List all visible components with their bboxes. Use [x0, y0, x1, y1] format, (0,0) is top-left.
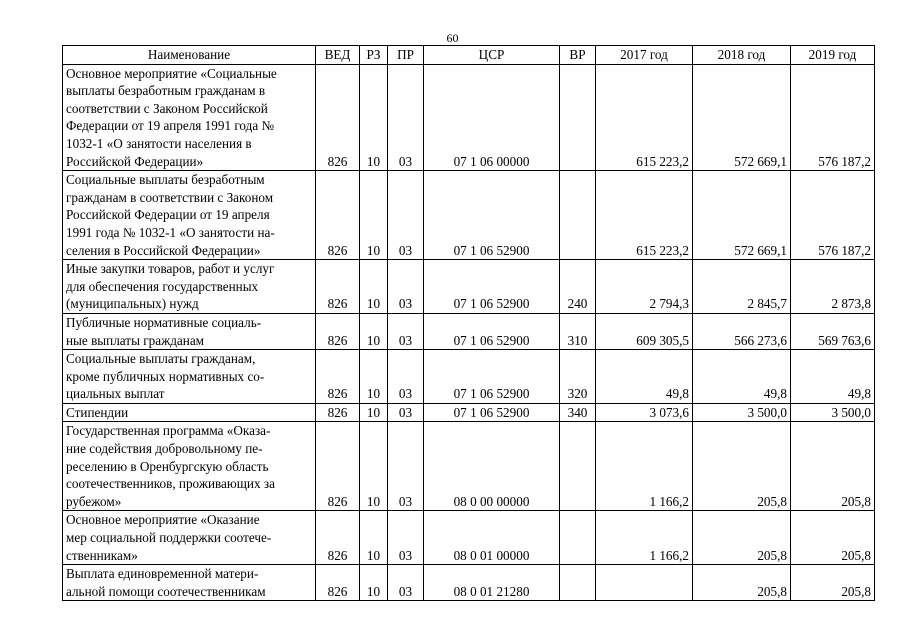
- name-line: Выплата единовременной матери-: [66, 566, 259, 582]
- cell-2019: 205,8: [791, 565, 875, 601]
- table-row: [63, 350, 875, 404]
- cell-name: [63, 403, 316, 422]
- cell-pr: 03: [388, 403, 424, 422]
- cell-name: [63, 565, 316, 601]
- cell-2017: 615 223,2: [596, 64, 693, 171]
- cell-2019: 205,8: [791, 511, 875, 565]
- name-line: Социальные выплаты безработным: [66, 172, 265, 188]
- cell-ved: 826: [316, 565, 360, 601]
- cell-csr: 07 1 06 52900: [424, 313, 560, 349]
- cell-name: [63, 422, 316, 511]
- cell-ved: 826: [316, 260, 360, 314]
- header-vr: ВР: [560, 46, 596, 65]
- name-line: селения в Российской Федерации»: [66, 242, 261, 258]
- name-line: мер социальной поддержки соотече-: [66, 530, 272, 546]
- cell-2019: 205,8: [791, 422, 875, 511]
- cell-name: [63, 171, 316, 260]
- cell-vr: [560, 171, 596, 260]
- cell-2018: 2 845,7: [693, 260, 791, 314]
- cell-2017: 609 305,5: [596, 313, 693, 349]
- cell-2017: 2 794,3: [596, 260, 693, 314]
- name-line: Стипендии: [66, 404, 129, 420]
- cell-pr: 03: [388, 511, 424, 565]
- cell-ved: 826: [316, 403, 360, 422]
- cell-rz: 10: [360, 260, 388, 314]
- name-line: соотечественников, проживающих за: [66, 476, 275, 492]
- cell-csr: 07 1 06 52900: [424, 403, 560, 422]
- cell-2017: 1 166,2: [596, 511, 693, 565]
- cell-vr: [560, 64, 596, 171]
- table-header-row: [63, 46, 875, 65]
- name-line: Государственная программа «Оказа-: [66, 423, 271, 439]
- cell-ved: 826: [316, 171, 360, 260]
- name-line: для обеспечения государственных: [66, 278, 259, 294]
- table-row: [63, 511, 875, 565]
- table-body: [63, 64, 875, 601]
- cell-vr: 320: [560, 350, 596, 404]
- table-row: [63, 403, 875, 422]
- cell-ved: 826: [316, 511, 360, 565]
- cell-pr: 03: [388, 260, 424, 314]
- cell-name: [63, 64, 316, 171]
- cell-name: [63, 260, 316, 314]
- cell-pr: 03: [388, 171, 424, 260]
- cell-2018: 205,8: [693, 565, 791, 601]
- cell-rz: 10: [360, 565, 388, 601]
- cell-2019: 576 187,2: [791, 171, 875, 260]
- name-line: альной помощи соотечественникам: [66, 583, 266, 599]
- name-line: соответствии с Законом Российской: [66, 100, 268, 116]
- name-line: Социальные выплаты гражданам,: [66, 351, 256, 367]
- cell-rz: 10: [360, 171, 388, 260]
- name-line: (муниципальных) нужд: [66, 296, 199, 312]
- cell-csr: 07 1 06 52900: [424, 171, 560, 260]
- cell-2017: 3 073,6: [596, 403, 693, 422]
- header-name: Наименование: [63, 46, 316, 65]
- name-line: циальных выплат: [66, 386, 165, 402]
- header-rz: РЗ: [360, 46, 388, 65]
- cell-rz: 10: [360, 422, 388, 511]
- cell-rz: 10: [360, 511, 388, 565]
- name-line: гражданам в соответствии с Законом: [66, 189, 274, 205]
- name-line: рубежом»: [66, 493, 122, 509]
- name-line: 1032-1 «О занятости населения в: [66, 135, 252, 151]
- cell-vr: 340: [560, 403, 596, 422]
- page-number: 60: [446, 31, 459, 45]
- name-line: 1991 года № 1032-1 «О занятости на-: [66, 224, 275, 240]
- cell-2017: 615 223,2: [596, 171, 693, 260]
- cell-csr: 08 0 01 21280: [424, 565, 560, 601]
- cell-rz: 10: [360, 403, 388, 422]
- header-ved: ВЕД: [316, 46, 360, 65]
- cell-pr: 03: [388, 350, 424, 404]
- cell-name: [63, 350, 316, 404]
- header-csr: ЦСР: [424, 46, 560, 65]
- name-line: кроме публичных нормативных со-: [66, 368, 265, 384]
- cell-2017: 1 166,2: [596, 422, 693, 511]
- name-line: ственникам»: [66, 547, 138, 563]
- cell-ved: 826: [316, 64, 360, 171]
- cell-name: [63, 313, 316, 349]
- cell-2017: [596, 565, 693, 601]
- cell-vr: 240: [560, 260, 596, 314]
- table-row: [63, 64, 875, 171]
- cell-vr: [560, 565, 596, 601]
- name-line: Российской Федерации от 19 апреля: [66, 207, 270, 223]
- header-2017: 2017 год: [596, 46, 693, 65]
- name-line: Основное мероприятие «Оказание: [66, 512, 260, 528]
- table-row: [63, 313, 875, 349]
- name-line: Публичные нормативные социаль-: [66, 314, 262, 330]
- cell-name: [63, 511, 316, 565]
- cell-vr: [560, 422, 596, 511]
- name-line: ние содействия добровольному пе-: [66, 441, 263, 457]
- cell-2018: 205,8: [693, 511, 791, 565]
- table-row: [63, 422, 875, 511]
- cell-vr: [560, 511, 596, 565]
- cell-2018: 205,8: [693, 422, 791, 511]
- name-line: Иные закупки товаров, работ и услуг: [66, 261, 275, 277]
- cell-2019: 576 187,2: [791, 64, 875, 171]
- cell-csr: 07 1 06 00000: [424, 64, 560, 171]
- table-row: [63, 260, 875, 314]
- cell-pr: 03: [388, 313, 424, 349]
- cell-ved: 826: [316, 422, 360, 511]
- cell-2018: 3 500,0: [693, 403, 791, 422]
- cell-csr: 08 0 00 00000: [424, 422, 560, 511]
- cell-pr: 03: [388, 565, 424, 601]
- cell-2019: 3 500,0: [791, 403, 875, 422]
- name-line: выплаты безработным гражданам в: [66, 83, 266, 99]
- cell-2017: 49,8: [596, 350, 693, 404]
- name-line: Основное мероприятие «Социальные: [66, 65, 277, 81]
- cell-csr: 07 1 06 52900: [424, 350, 560, 404]
- cell-rz: 10: [360, 313, 388, 349]
- table-row: [63, 171, 875, 260]
- cell-2019: 49,8: [791, 350, 875, 404]
- table-row: [63, 565, 875, 601]
- cell-2018: 572 669,1: [693, 171, 791, 260]
- budget-table: [62, 45, 875, 601]
- name-line: Российской Федерации»: [66, 153, 204, 169]
- cell-pr: 03: [388, 64, 424, 171]
- cell-csr: 08 0 01 00000: [424, 511, 560, 565]
- cell-rz: 10: [360, 64, 388, 171]
- cell-2019: 2 873,8: [791, 260, 875, 314]
- header-2019: 2019 год: [791, 46, 875, 65]
- cell-ved: 826: [316, 313, 360, 349]
- cell-csr: 07 1 06 52900: [424, 260, 560, 314]
- cell-2018: 572 669,1: [693, 64, 791, 171]
- header-pr: ПР: [388, 46, 424, 65]
- cell-ved: 826: [316, 350, 360, 404]
- cell-rz: 10: [360, 350, 388, 404]
- cell-2019: 569 763,6: [791, 313, 875, 349]
- name-line: реселению в Оренбургскую область: [66, 458, 269, 474]
- cell-2018: 49,8: [693, 350, 791, 404]
- cell-pr: 03: [388, 422, 424, 511]
- cell-2018: 566 273,6: [693, 313, 791, 349]
- cell-vr: 310: [560, 313, 596, 349]
- name-line: Федерации от 19 апреля 1991 года №: [66, 118, 275, 134]
- header-2018: 2018 год: [693, 46, 791, 65]
- name-line: ные выплаты гражданам: [66, 332, 205, 348]
